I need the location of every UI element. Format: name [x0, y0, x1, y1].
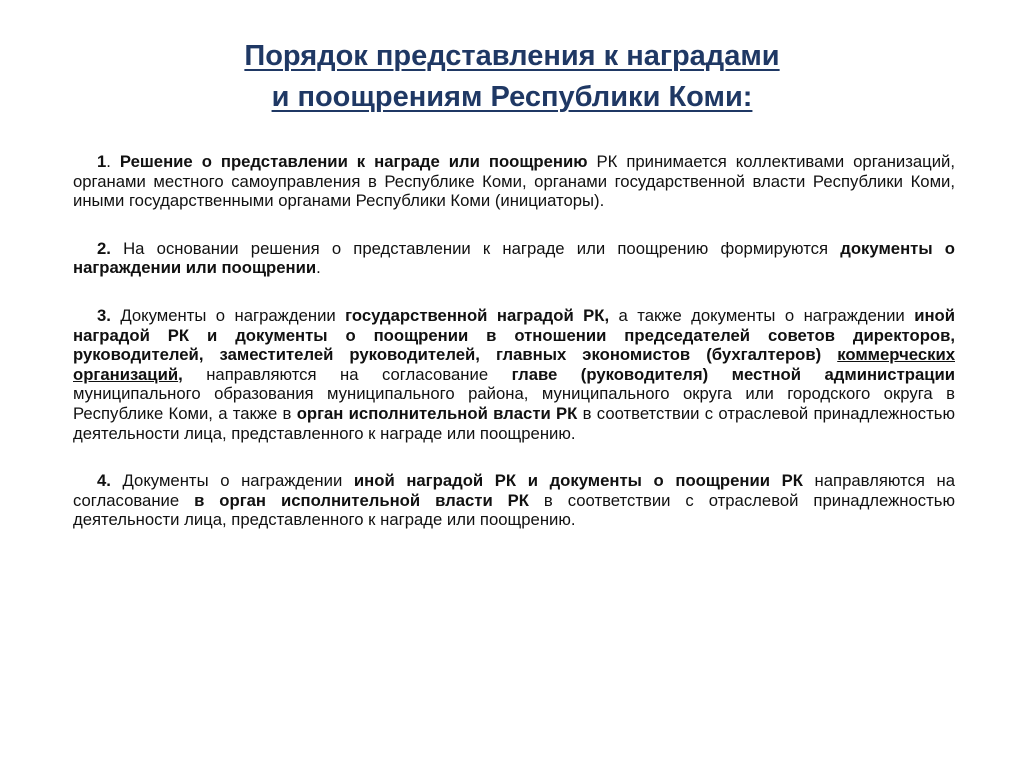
paragraph-3-run-3: а также документы о награждении — [609, 305, 915, 325]
paragraph-4-run-5: в соответствии с отраслевой принадлежностью деятельности лица, представленного к награде или поощрению. — [73, 490, 955, 530]
paragraph-3-run-2: государственной наградой РК, — [345, 305, 610, 325]
slide-title — [0, 36, 1024, 118]
paragraph-2 — [73, 239, 955, 278]
paragraph-2-run-2: документы о награждении или поощрении — [73, 238, 955, 278]
paragraph-1-run-2: Решение о представлении к награде или поощрению — [119, 152, 588, 171]
paragraph-4 — [73, 471, 955, 530]
paragraph-2-run-3: . — [316, 258, 321, 278]
paragraph-3-run-4: иной наградой РК и документы о поощрении в отношении председателей советов директоров, руководителей, заместителей руководителей, главных экономистов (бухгалтеров) — [73, 305, 955, 365]
title-line-2: и поощрениям Республики Коми: — [271, 81, 753, 113]
paragraph-4-run-2: иной наградой РК и документы о поощрении РК — [353, 471, 803, 491]
paragraph-1-run-1: . — [106, 152, 120, 171]
paragraph-3-run-11: в соответствии с отраслевой принадлежностью деятельности лица, представленного к награде или поощрению. — [73, 403, 956, 443]
paragraph-1-run-3: РК принимается коллективами организаций, органами местного самоуправления в Республике Коми, органами государственной власти Республики Коми, иными государственными органами Республики Коми (инициаторы). — [73, 152, 955, 211]
paragraph-3-run-6: , — [178, 364, 183, 384]
paragraph-3-run-1: Документы о награждении — [110, 305, 346, 325]
slide-body — [73, 152, 955, 530]
paragraph-4-run-4: в орган исполнительной власти РК — [194, 490, 529, 510]
paragraph-3-run-8: главе (руководителя) местной администрации — [511, 364, 955, 384]
paragraph-3-run-7: направляются на согласование — [182, 364, 512, 384]
paragraph-1 — [73, 152, 955, 211]
paragraph-4-run-3: направляются на согласование — [73, 471, 955, 510]
paragraph-3 — [73, 306, 955, 443]
paragraph-1-run-0: 1 — [97, 152, 107, 171]
paragraph-4-run-1: Документы о награждении — [110, 471, 354, 491]
paragraph-3-run-10: орган исполнительной власти РК — [296, 403, 578, 423]
paragraph-2-run-0: 2. — [97, 238, 111, 258]
paragraph-2-run-1: На основании решения о представлении к награде или поощрению формируются — [110, 238, 841, 258]
title-line-1: Порядок представления к наградами — [244, 40, 780, 72]
paragraph-3-run-5: коммерческих организаций — [73, 345, 955, 384]
paragraph-3-run-0: 3. — [97, 305, 111, 325]
paragraph-4-run-0: 4. — [97, 471, 111, 491]
paragraph-3-run-9: муниципального образования муниципального района, муниципального округа или городского округа в Республике Коми, а также в — [73, 384, 955, 423]
